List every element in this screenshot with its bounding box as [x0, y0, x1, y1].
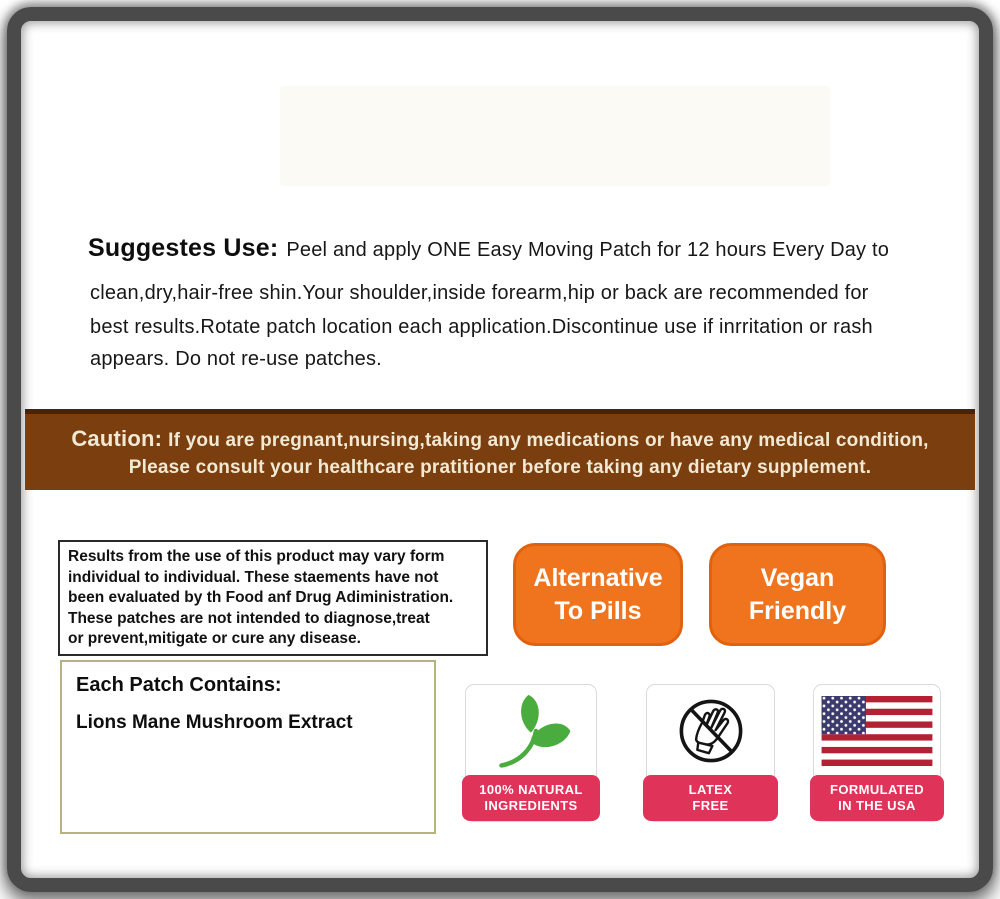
suggested-use-heading: Suggestes Use: — [88, 234, 279, 262]
caution-line: Please consult your healthcare pratitioner before taking any dietary supplement. — [128, 456, 872, 478]
badge-caption-line: FREE — [692, 798, 729, 813]
badge-card-natural — [465, 684, 597, 822]
faded-print-area — [280, 86, 830, 186]
contains-ingredient: Lions Mane Mushroom Extract — [76, 712, 353, 733]
caution-heading: Caution: — [71, 425, 163, 451]
pill-label-line: To Pills — [554, 596, 642, 625]
caution-line — [71, 426, 928, 452]
text-line: or prevent,mitigate or cure any disease. — [68, 630, 361, 647]
disclaimer-box — [58, 540, 488, 656]
suggested-use-line — [88, 234, 889, 263]
badge-caption-line: FORMULATED — [829, 782, 925, 797]
pill-label-line: Vegan — [760, 563, 835, 592]
text-line: Results from the use of this product may vary form — [68, 548, 445, 565]
suggested-use-line: best results.Rotate patch location each application.Discontinue use if inrritation or rash — [90, 316, 873, 338]
badge-icon-area — [647, 685, 774, 777]
text-line: These patches are not intended to diagnose,treat — [68, 609, 430, 627]
badge-card-latex-free — [646, 684, 775, 822]
feature-pill-vegan-friendly — [709, 543, 886, 646]
suggested-use-line: appears. Do not re-use patches. — [90, 348, 382, 370]
suggested-use-line: clean,dry,hair-free shin.Your shoulder,inside forearm,hip or back are recommended for — [90, 282, 869, 304]
pill-label-line: Friendly — [748, 596, 847, 625]
caution-bar — [25, 409, 975, 490]
badge-caption-band — [810, 775, 944, 821]
contains-box — [60, 660, 436, 834]
feature-pill-alternative-to-pills — [513, 543, 683, 646]
badge-caption-line: 100% NATURAL — [479, 782, 583, 797]
no-latex-glove-icon — [671, 691, 751, 771]
badge-caption-line: LATEX — [688, 782, 733, 797]
badge-caption-band — [643, 775, 778, 821]
text-line: Peel and apply ONE Easy Moving Patch for 12 hours Every Day to — [286, 239, 890, 261]
usa-flag-icon — [821, 696, 933, 766]
badge-icon-area — [466, 685, 596, 777]
text-line: individual to individual. These staements have not — [68, 568, 439, 586]
badge-caption-band — [462, 775, 600, 821]
badge-card-usa — [813, 684, 941, 822]
text-line: been evaluated by th Food anf Drug Adiministration. — [68, 589, 454, 606]
pill-label-line: Alternative — [533, 563, 663, 592]
contains-heading: Each Patch Contains: — [76, 674, 282, 696]
leaf-icon — [489, 690, 573, 772]
text-line: If you are pregnant,nursing,taking any medications or have any medical condition, — [168, 429, 929, 451]
badge-caption-line: IN THE USA — [838, 798, 916, 813]
badge-icon-area — [814, 685, 940, 777]
badge-caption-line: INGREDIENTS — [484, 798, 578, 813]
